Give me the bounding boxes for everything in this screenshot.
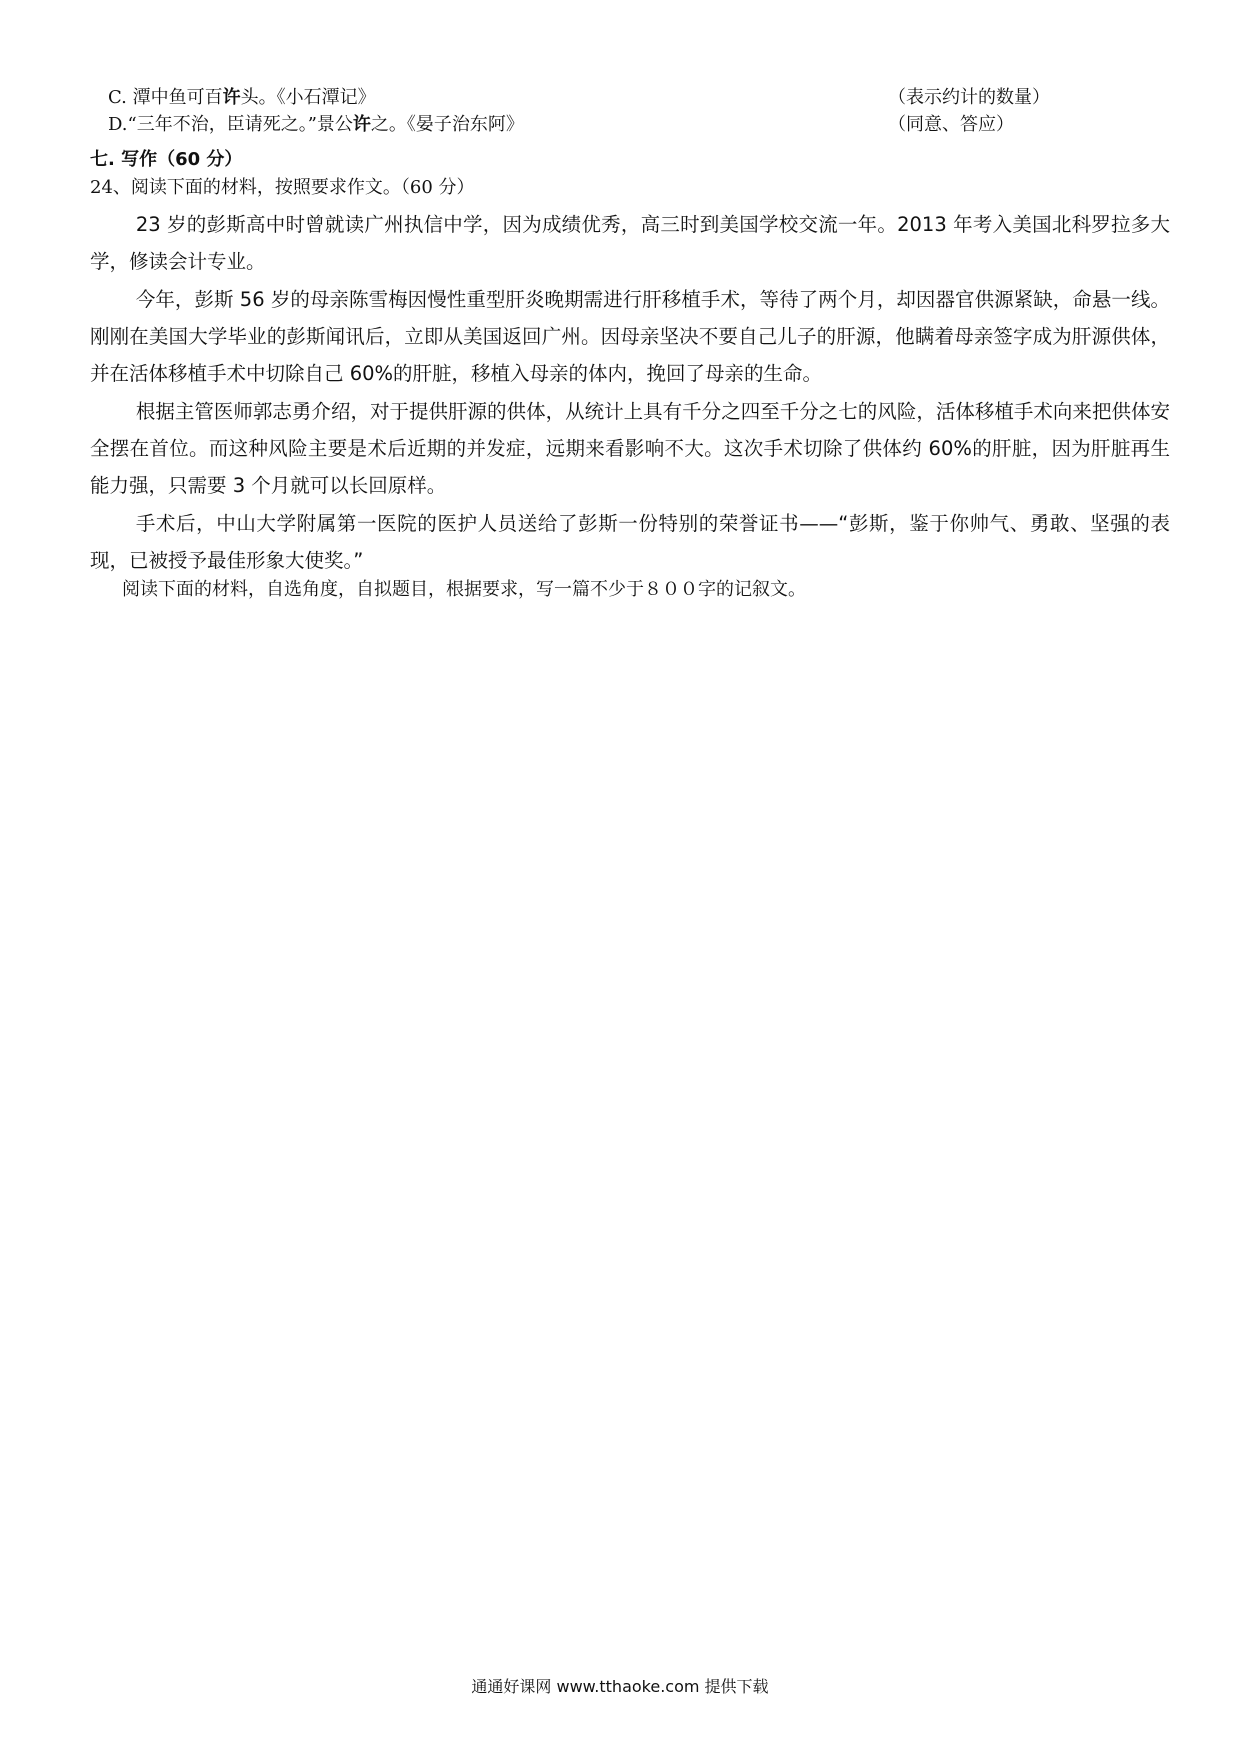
- question-prompt: 24、阅读下面的材料，按照要求作文。（60 分）: [90, 177, 475, 198]
- material-paragraph: 23 岁的彭斯高中时曾就读广州执信中学，因为成绩优秀，高三时到美国学校交流一年。2013 年考入美国北科罗拉多大学，修读会计专业。: [90, 213, 1170, 273]
- material-paragraph: 根据主管医师郭志勇介绍，对于提供肝源的供体，从统计上具有千分之四至千分之七的风险，活体移植手术向来把供体安全摆在首位。而这种风险主要是术后近期的并发症，远期来看影响不大。这次手术切除了供体约 60%的肝脏，因为肝脏再生能力强，只需要 3 个月就可以长回原样。: [90, 400, 1170, 497]
- option-d-text: D.“三年不治，臣请死之。”景公许之。《晏子治东阿》: [108, 114, 524, 135]
- page-footer: 通通好课网 www.tthaoke.com 提供下载: [471, 1677, 769, 1696]
- option-c-text: C. 潭中鱼可百许头。《小石潭记》: [108, 87, 376, 108]
- material-paragraph: 今年，彭斯 56 岁的母亲陈雪梅因慢性重型肝炎晚期需进行肝移植手术，等待了两个月，却因器官供源紧缺，命悬一线。刚刚在美国大学毕业的彭斯闻讯后，立即从美国返回广州。因母亲坚决不要自己儿子的肝源，他瞒着母亲签字成为肝源供体，并在活体移植手术中切除自己 60%的肝脏，移植入母亲的体内，挽回了母亲的生命。: [90, 288, 1170, 385]
- material-passage: [90, 206, 1170, 580]
- option-c-note: （表示约计的数量）: [888, 87, 1050, 108]
- option-c-keyword: 许: [222, 87, 241, 108]
- material-paragraph: 手术后，中山大学附属第一医院的医护人员送给了彭斯一份特别的荣誉证书——“彭斯，鉴于你帅气、勇敢、坚强的表现，已被授予最佳形象大使奖。”: [90, 512, 1170, 572]
- writing-instruction: 阅读下面的材料，自选角度，自拟题目，根据要求，写一篇不少于８００字的记叙文。: [122, 579, 806, 600]
- option-d-note: （同意、答应）: [888, 114, 1014, 135]
- section-title: 七. 写作（60 分）: [90, 149, 243, 170]
- option-d-keyword: 许: [352, 114, 371, 135]
